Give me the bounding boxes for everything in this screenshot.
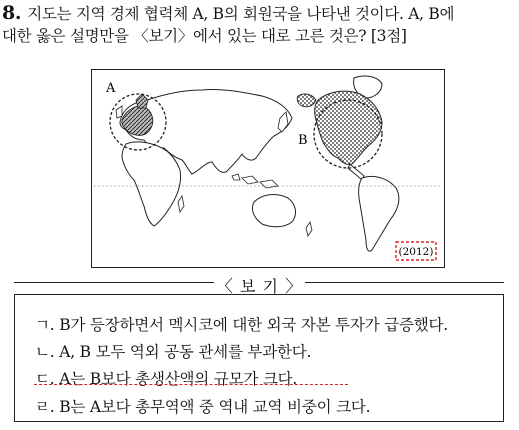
bogi-bracket-close: 〉	[285, 277, 304, 297]
bogi-item-digeut: ㄷ. A는 B보다 총생산액의 규모가 크다.	[35, 370, 298, 388]
item-digeut-dashed-underline	[34, 384, 348, 385]
bogi-item-giyeok: ㄱ. B가 등장하면서 멕시코에 대한 외국 자본 투자가 급증했다.	[35, 316, 449, 334]
world-map-drawing	[92, 70, 444, 267]
south-america-landmass	[359, 176, 399, 251]
bogi-item-rieul: ㄹ. B는 A보다 총무역액 중 역내 교역 비중이 크다.	[35, 398, 371, 416]
bogi-item-nieun: ㄴ. A, B 모두 역외 공동 관세를 부과한다.	[35, 343, 312, 361]
bogi-box	[14, 294, 504, 422]
australia-landmass	[252, 195, 295, 227]
map-year: (2012)	[398, 246, 434, 258]
question-line-2: 대한 옳은 설명만을 〈보기〉에서 있는 대로 고른 것은? [3점]	[2, 27, 407, 45]
bogi-title-text: 보 기	[240, 277, 279, 296]
question-text	[2, 2, 517, 47]
question-line-1: 지도는 지역 경제 협력체 A, B의 회원국을 나타낸 것이다. A, B에	[27, 5, 455, 23]
bogi-bracket-open: 〈	[215, 277, 234, 297]
world-map	[91, 69, 445, 268]
map-label-b: B	[298, 133, 308, 148]
question-number: 8.	[2, 2, 22, 24]
nafta-member-countries	[315, 91, 382, 164]
map-label-a: A	[106, 81, 116, 96]
